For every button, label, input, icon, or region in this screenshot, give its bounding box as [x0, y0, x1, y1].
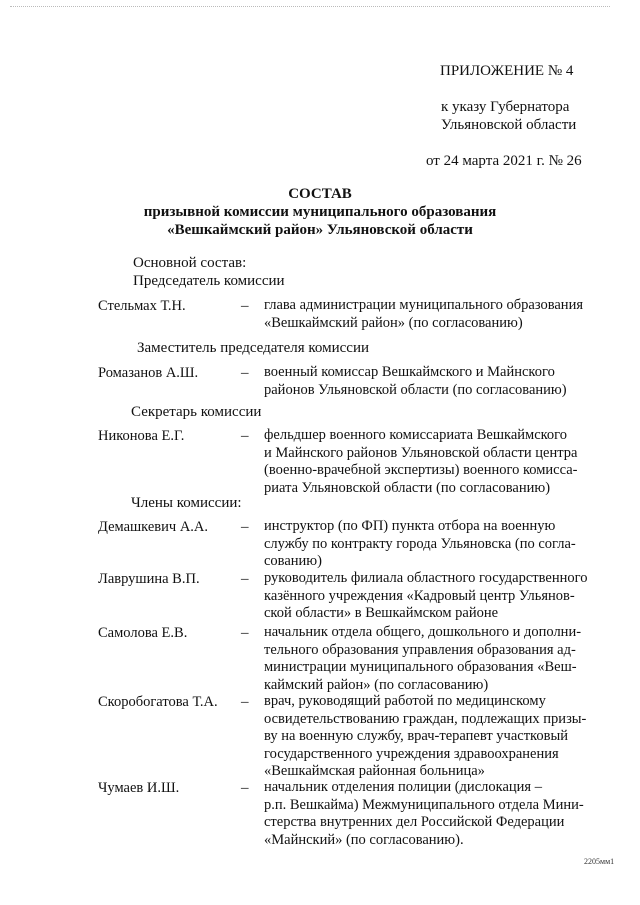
dash-separator: –	[241, 694, 249, 710]
decree-line-2: Ульяновской области	[441, 117, 577, 133]
member-description: начальник отделения полиции (дислокация – р.п. Вешкайма) Межмуниципального отдела Мини- стерства внутренних дел Российской Федерации «Майнский» (по согласованию).	[264, 779, 584, 848]
doc-subtitle-1: призывной комиссии муниципального образования	[143, 204, 497, 220]
dash-separator: –	[241, 428, 249, 444]
dash-separator: –	[241, 519, 249, 535]
member-description: руководитель филиала областного государственного казённого учреждения «Кадровый центр Ульянов- ской области» в Вешкаймском районе	[264, 570, 588, 621]
top-dotted-line	[10, 6, 610, 9]
decree-line-1: к указу Губернатора	[441, 99, 570, 115]
member-name: Стельмах Т.Н.	[98, 298, 186, 314]
dash-separator: –	[241, 365, 249, 381]
dash-separator: –	[241, 571, 249, 587]
member-name: Лаврушина В.П.	[98, 571, 200, 587]
member-name: Самолова Е.В.	[98, 625, 188, 641]
dash-separator: –	[241, 780, 249, 796]
member-name: Чумаев И.Ш.	[98, 780, 180, 796]
section-deputy: Заместитель председателя комиссии	[137, 340, 370, 356]
decree-date: от 24 марта 2021 г. № 26	[426, 153, 582, 169]
member-name: Ромазанов А.Ш.	[98, 365, 199, 381]
dash-separator: –	[241, 298, 249, 314]
member-description: военный комиссар Вешкаймского и Майнского районов Ульяновской области (по согласованию)	[264, 364, 567, 398]
member-description: фельдшер военного комиссариата Вешкаймского и Майнского районов Ульяновской области центра (военно-врачебной экспертизы) военного комисса- риата Ульяновской области (по согласованию)	[264, 427, 578, 496]
dash-separator: –	[241, 625, 249, 641]
appendix-label: ПРИЛОЖЕНИЕ № 4	[440, 63, 574, 79]
member-name: Демашкевич А.А.	[98, 519, 209, 535]
section-chair: Председатель комиссии	[133, 273, 285, 289]
member-name: Скоробогатова Т.А.	[98, 694, 218, 710]
member-description: врач, руководящий работой по медицинскому освидетельствованию граждан, подлежащих призы- ву на военную службу, врач-терапевт участковый государственного учреждения здравоохранения «Вешкаймская районная больница»	[264, 693, 587, 779]
section-members: Члены комиссии:	[131, 495, 242, 511]
doc-subtitle-2: «Вешкаймский район» Ульяновской области	[167, 222, 473, 238]
member-name: Никонова Е.Г.	[98, 428, 185, 444]
member-description: глава администрации муниципального образования «Вешкаймский район» (по согласованию)	[264, 297, 583, 331]
member-description: инструктор (по ФП) пункта отбора на военную службу по контракту города Ульяновска (по согла- сованию)	[264, 518, 576, 569]
section-main-composition: Основной состав:	[133, 255, 247, 271]
doc-title: СОСТАВ	[288, 186, 352, 202]
member-description: начальник отдела общего, дошкольного и дополни- тельного образования управления образования ад- министрации муниципального образования «Веш- каймский район» (по согласованию)	[264, 624, 582, 693]
section-secretary: Секретарь комиссии	[131, 404, 262, 420]
footer-code: 2205мм1	[584, 857, 615, 866]
